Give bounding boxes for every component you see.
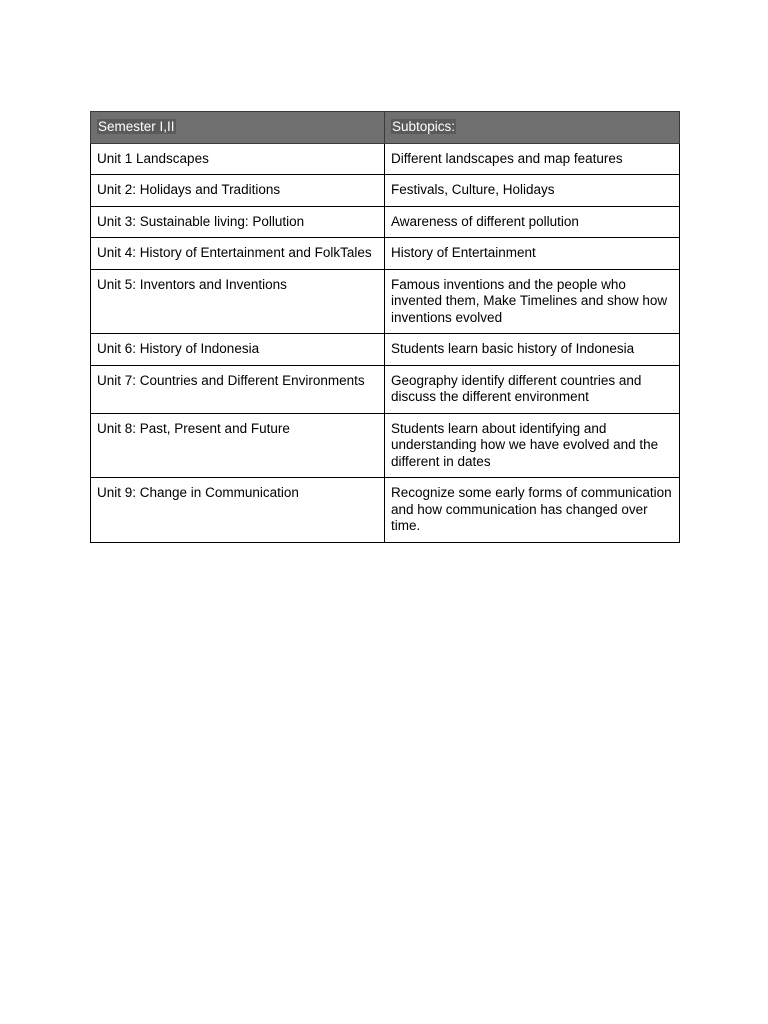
unit-cell: Unit 1 Landscapes bbox=[91, 143, 385, 175]
table-row bbox=[91, 269, 680, 334]
subtopics-cell: Geography identify different countries and discuss the different environment bbox=[385, 365, 680, 413]
table-row bbox=[91, 413, 680, 478]
table-row bbox=[91, 175, 680, 207]
unit-cell: Unit 3: Sustainable living: Pollution bbox=[91, 206, 385, 238]
header-row bbox=[91, 112, 680, 144]
subtopics-cell: History of Entertainment bbox=[385, 238, 680, 270]
subtopics-cell: Students learn about identifying and understanding how we have evolved and the different in dates bbox=[385, 413, 680, 478]
header-semester-label: Semester I,II bbox=[98, 119, 175, 134]
table-row bbox=[91, 365, 680, 413]
unit-cell: Unit 4: History of Entertainment and FolkTales bbox=[91, 238, 385, 270]
table-row bbox=[91, 143, 680, 175]
table-body bbox=[91, 143, 680, 542]
table-row bbox=[91, 478, 680, 543]
subtopics-cell: Recognize some early forms of communication and how communication has changed over time. bbox=[385, 478, 680, 543]
subtopics-cell: Different landscapes and map features bbox=[385, 143, 680, 175]
table-row bbox=[91, 238, 680, 270]
unit-cell: Unit 7: Countries and Different Environments bbox=[91, 365, 385, 413]
subtopics-cell: Festivals, Culture, Holidays bbox=[385, 175, 680, 207]
unit-cell: Unit 6: History of Indonesia bbox=[91, 334, 385, 366]
table-row bbox=[91, 334, 680, 366]
unit-cell: Unit 5: Inventors and Inventions bbox=[91, 269, 385, 334]
subtopics-cell: Students learn basic history of Indonesia bbox=[385, 334, 680, 366]
unit-cell: Unit 8: Past, Present and Future bbox=[91, 413, 385, 478]
header-semester-cell bbox=[91, 112, 385, 144]
curriculum-table bbox=[90, 111, 680, 543]
unit-cell: Unit 2: Holidays and Traditions bbox=[91, 175, 385, 207]
table-header bbox=[91, 112, 680, 144]
unit-cell: Unit 9: Change in Communication bbox=[91, 478, 385, 543]
header-subtopics-label: Subtopics: bbox=[392, 119, 456, 134]
subtopics-cell: Famous inventions and the people who invented them, Make Timelines and show how inventions evolved bbox=[385, 269, 680, 334]
subtopics-cell: Awareness of different pollution bbox=[385, 206, 680, 238]
header-subtopics-cell bbox=[385, 112, 680, 144]
table-row bbox=[91, 206, 680, 238]
